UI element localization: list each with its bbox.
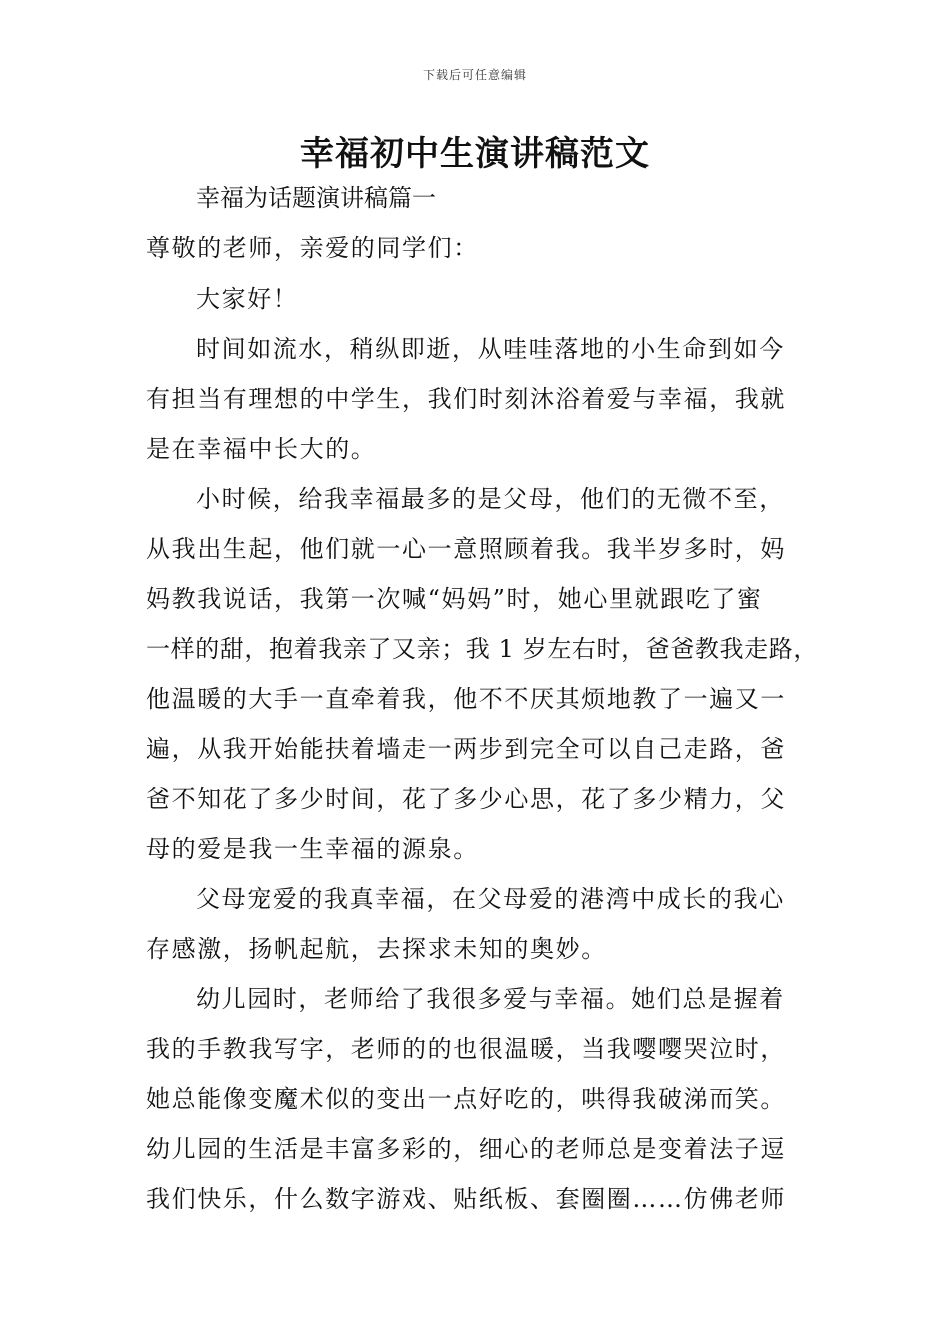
paragraph-line: 她总能像变魔术似的变出一点好吃的，哄得我破涕而笑。 bbox=[146, 1085, 786, 1113]
paragraph-line: 遍，从我开始能扶着墙走一两步到完全可以自己走路，爸 bbox=[146, 735, 786, 763]
greeting-line: 大家好！ bbox=[196, 285, 299, 313]
paragraph-line: 爸不知花了多少时间，花了多少心思，花了多少精力，父 bbox=[146, 785, 786, 813]
header-note: 下载后可任意编辑 bbox=[422, 68, 527, 82]
section-heading: 幸福为话题演讲稿篇一 bbox=[196, 184, 436, 212]
paragraph-line: 幼儿园的生活是丰富多彩的，细心的老师总是变着法子逗 bbox=[146, 1135, 786, 1163]
paragraph-line: 我们快乐，什么数字游戏、贴纸板、套圈圈……仿佛老师 bbox=[146, 1185, 786, 1213]
paragraph-line: 存感激，扬帆起航，去探求未知的奥妙。 bbox=[146, 935, 607, 963]
paragraph-line: 是在幸福中长大的。 bbox=[146, 435, 377, 463]
document-title: 幸福初中生演讲稿范文 bbox=[300, 134, 650, 174]
salutation-line: 尊敬的老师，亲爱的同学们： bbox=[146, 234, 479, 262]
paragraph-line: 母的爱是我一生幸福的源泉。 bbox=[146, 835, 479, 863]
paragraph-line: 妈教我说话，我第一次喊“妈妈”时，她心里就跟吃了蜜 bbox=[146, 585, 763, 613]
paragraph-line: 从我出生起，他们就一心一意照顾着我。我半岁多时，妈 bbox=[146, 535, 786, 563]
paragraph-line: 他温暖的大手一直牵着我，他不不厌其烦地教了一遍又一 bbox=[146, 685, 786, 713]
paragraph-line: 一样的甜，抱着我亲了又亲；我 1 岁左右时，爸爸教我走路， bbox=[146, 635, 818, 663]
paragraph-line: 幼儿园时，老师给了我很多爱与幸福。她们总是握着 bbox=[196, 985, 785, 1013]
paragraph-line: 小时候，给我幸福最多的是父母，他们的无微不至， bbox=[196, 485, 785, 513]
paragraph-line: 有担当有理想的中学生，我们时刻沐浴着爱与幸福，我就 bbox=[146, 385, 786, 413]
paragraph-line: 时间如流水，稍纵即逝，从哇哇落地的小生命到如今 bbox=[196, 335, 785, 363]
paragraph-line: 父母宠爱的我真幸福，在父母爱的港湾中成长的我心 bbox=[196, 885, 785, 913]
paragraph-line: 我的手教我写字，老师的的也很温暖，当我嘤嘤哭泣时， bbox=[146, 1035, 786, 1063]
